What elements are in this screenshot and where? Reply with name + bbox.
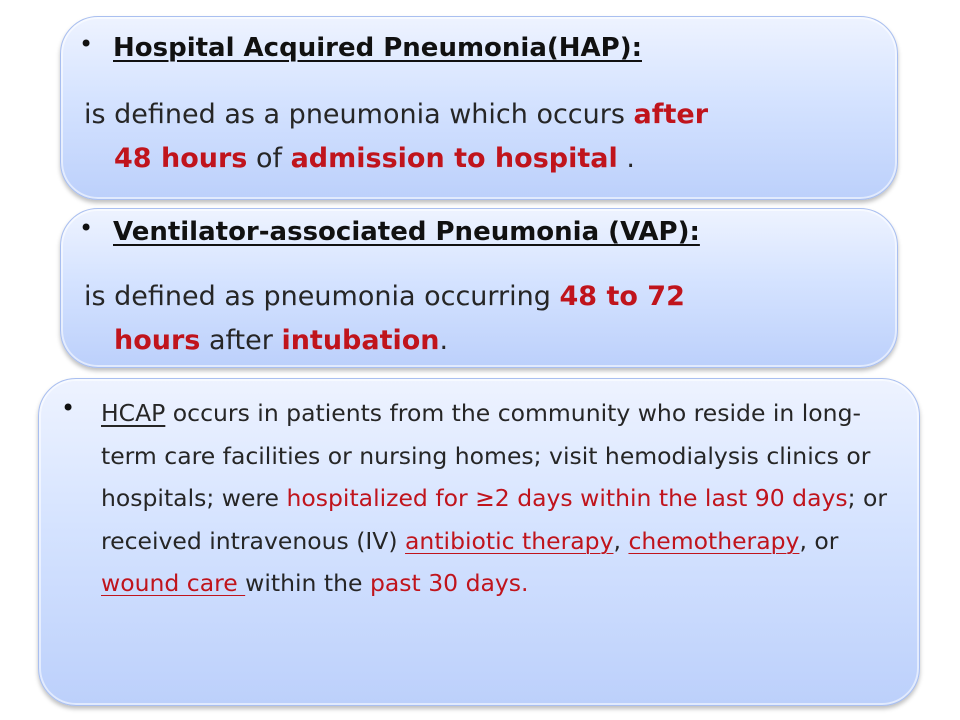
hap-48-hours: 48 hours (114, 143, 248, 174)
hcap-definition-text (101, 392, 893, 605)
hap-of: of (247, 143, 291, 174)
hcap-chemotherapy-link: chemotherapy (628, 526, 800, 555)
hap-line-2 (84, 137, 635, 181)
vap-heading: Ventilator-associated Pneumonia (VAP): (113, 217, 700, 247)
hcap-term: HCAP (101, 399, 166, 427)
hcap-antibiotic-therapy-link: antibiotic therapy (405, 526, 614, 555)
hap-admission: admission to hospital (290, 143, 618, 174)
hcap-hospitalized: hospitalized for ≥2 days within the last 90 days (286, 484, 848, 512)
vap-bullet: • (79, 214, 94, 242)
hcap-text-3: , (613, 526, 629, 555)
hap-bullet: • (79, 30, 94, 58)
hap-heading: Hospital Acquired Pneumonia(HAP): (113, 33, 642, 63)
hap-definition-text (84, 93, 884, 181)
vap-intubation: intubation (281, 325, 440, 356)
hap-end: . (617, 143, 635, 174)
vap-after: after (200, 325, 282, 356)
hcap-text-1: occurs in patients from the community who reside in long-term care facilities or nursing homes; visit hemodialysis clinics or hospitals; were (101, 399, 871, 512)
hcap-bullet: • (61, 394, 76, 422)
hcap-past-30-days: past 30 days. (369, 569, 529, 597)
hcap-text-5: within the (245, 569, 370, 597)
vap-end: . (439, 325, 449, 356)
vap-line-2 (84, 319, 448, 363)
hcap-wound-care-link: wound care (101, 569, 246, 597)
hap-text-1: is defined as a pneumonia which occurs (84, 99, 634, 130)
hap-after: after (633, 99, 709, 130)
vap-text-1: is defined as pneumonia occurring (84, 281, 560, 312)
hcap-text-2: ; or received intravenous (IV) (101, 484, 888, 555)
hcap-text-4: , or (799, 526, 839, 555)
vap-hours: hours (114, 325, 201, 356)
vap-48-to-72: 48 to 72 (559, 281, 685, 312)
vap-definition-text (84, 275, 884, 363)
